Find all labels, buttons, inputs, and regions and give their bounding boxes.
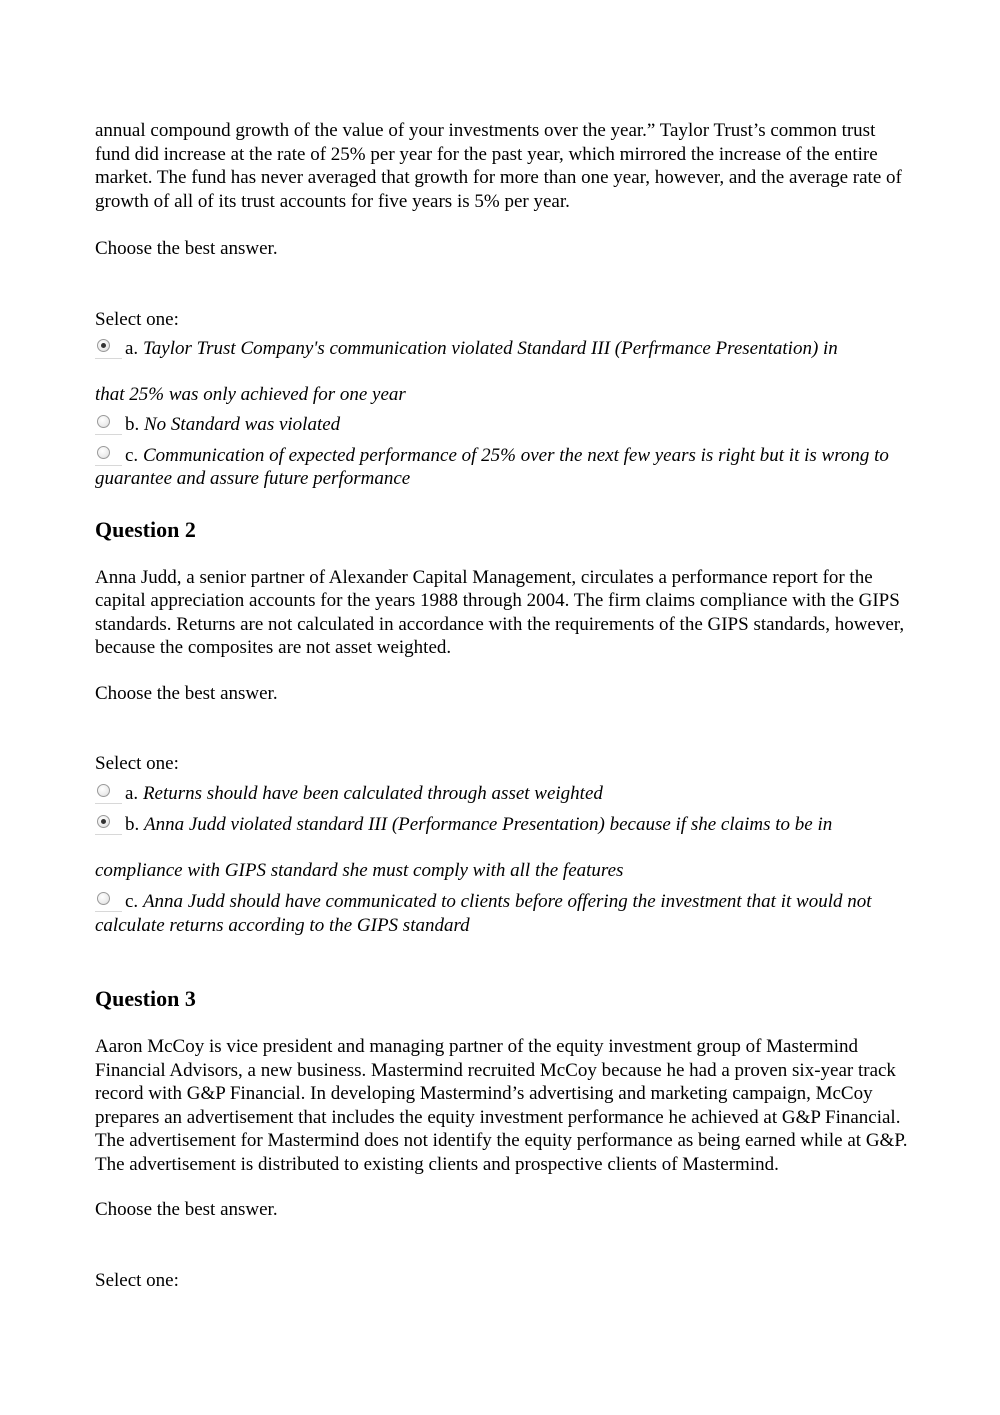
- option-underline: [95, 434, 122, 435]
- option-underline: [95, 803, 122, 804]
- question-1-text: annual compound growth of the value of your investments over the year.” Taylor Trust’s common trust fund did increase at the rate of 25% per year for the past year, which mirrored the increase of the entire market. The fund has never averaged that growth for more than one year, however, and the average rate of growth of all of its trust accounts for five years is 5% per year.: [95, 120, 902, 212]
- option-underline: [95, 834, 122, 835]
- question-2-instruction: Choose the best answer.: [95, 682, 278, 704]
- option-underline: [95, 358, 122, 359]
- option-underline: [95, 465, 122, 466]
- radio-unselected-icon[interactable]: [97, 415, 110, 428]
- question-1-select-label: Select one:: [95, 308, 179, 330]
- question-2-title: Question 2: [95, 516, 196, 542]
- option-letter: c.: [125, 891, 139, 912]
- question-2-option-c[interactable]: [95, 890, 910, 937]
- question-2-option-b-continuation: compliance with GIPS standard she must comply with all the features: [95, 859, 624, 881]
- option-text: Taylor Trust Company's communication violated Standard III (Perfrmance Presentation) in: [142, 338, 838, 359]
- option-text: No Standard was violated: [144, 414, 341, 435]
- question-1-option-b[interactable]: [95, 413, 910, 437]
- question-2-option-b[interactable]: [95, 813, 910, 837]
- question-1-option-c[interactable]: [95, 444, 910, 491]
- radio-unselected-icon[interactable]: [97, 892, 110, 905]
- radio-selected-icon[interactable]: [97, 339, 110, 352]
- question-3-select-label: Select one:: [95, 1269, 179, 1291]
- question-3-title: Question 3: [95, 986, 196, 1011]
- option-text: Anna Judd violated standard III (Performance Presentation) because if she claims to be in: [144, 814, 833, 835]
- question-2-option-a[interactable]: [95, 782, 910, 806]
- question-2-text: Anna Judd, a senior partner of Alexander Capital Management, circulates a performance report for the capital appreciation accounts for the years 1988 through 2004. The firm claims compliance with the GIPS standards. Returns are not calculated in accordance with the requirements of the GIPS standards, however, because the composites are not asset weighted.: [95, 566, 905, 658]
- option-text: Communication of expected performance of 25% over the next few years is right but it is wrong to guarantee and assure future performance: [95, 444, 889, 489]
- option-text: Anna Judd should have communicated to clients before offering the investment that it would not calculate returns according to the GIPS standard: [95, 891, 872, 936]
- question-1-instruction: Choose the best answer.: [95, 238, 278, 259]
- question-2-select-label: Select one:: [95, 753, 179, 774]
- option-letter: a.: [125, 338, 139, 359]
- radio-unselected-icon[interactable]: [97, 784, 110, 797]
- option-underline: [95, 911, 122, 912]
- question-3-text: Aaron McCoy is vice president and managing partner of the equity investment group of Mastermind Financial Advisors, a new business. Mastermind recruited McCoy because he had a proven six-year track record with G&P Financial. In developing Mastermind’s advertising and marketing campaign, McCoy prepares an advertisement that includes the equity investment performance he achieved at G&P Financial. The advertisement for Mastermind does not identify the equity performance as being earned while at G&P. The advertisement is distributed to existing clients and prospective clients of Mastermind.: [95, 1036, 908, 1175]
- option-text: Returns should have been calculated through asset weighted: [142, 782, 603, 804]
- option-letter: b.: [125, 814, 140, 835]
- question-3-instruction: Choose the best answer.: [95, 1199, 278, 1220]
- document-page: [95, 119, 910, 1292]
- radio-selected-icon[interactable]: [97, 815, 110, 828]
- question-1-option-a-continuation: that 25% was only achieved for one year: [95, 383, 406, 405]
- question-1-option-a[interactable]: [95, 337, 910, 361]
- option-letter: b.: [125, 414, 140, 435]
- option-letter: c.: [125, 444, 139, 466]
- radio-unselected-icon[interactable]: [97, 446, 110, 459]
- option-letter: a.: [125, 782, 139, 804]
